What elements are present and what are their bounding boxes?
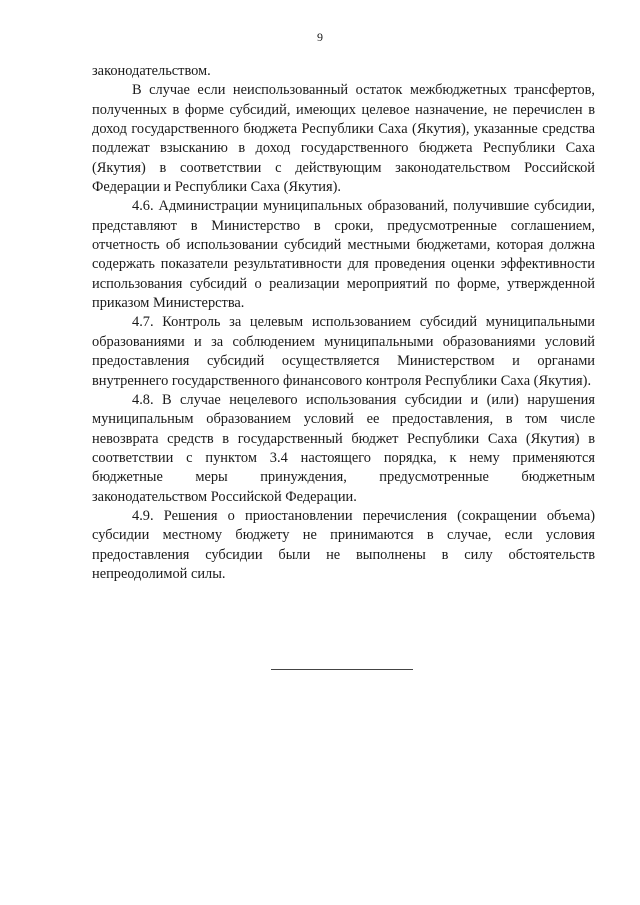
document-body: [92, 62, 595, 584]
page-number: 9: [317, 30, 323, 44]
paragraph-unused-balance: В случае если неиспользованный остаток межбюджетных трансфертов, полученных в форме субсидий, имеющих целевое назначение, не перечислен в доход государственного бюджета Республики Саха (Якутия), указанные средства подлежат взысканию в доход государственного бюджета Республики Саха (Якутия) в соответствии с действующим законодательством Российской Федерации и Республики Саха (Якутия).: [92, 82, 595, 196]
paragraph-continuation: законодательством.: [92, 63, 211, 79]
paragraph-4-9: 4.9. Решения о приостановлении перечисления (сокращении объема) субсидии местному бюджету не принимаются в случае, если условия предоставления субсидии были не выполнены в силу обстоятельств непреодолимой силы.: [92, 507, 595, 582]
end-divider-line: [271, 669, 413, 670]
paragraph-4-8: 4.8. В случае нецелевого использования субсидии и (или) нарушения муниципальным образованием условий ее предоставления, в том числе невозврата средств в государственный бюджет Республики Саха (Якутия) в соответствии с пунктом 3.4 настоящего порядка, к нему применяются бюджетные меры принуждения, предусмотренные бюджетным законодательством Российской Федерации.: [92, 391, 595, 505]
paragraph-4-6: 4.6. Администрации муниципальных образований, получившие субсидии, представляют в Министерство в сроки, предусмотренные соглашением, отчетность об использовании субсидий местными бюджетами, которая должна содержать показатели результативности для проведения оценки эффективности использования субсидий о реализации мероприятий по форме, утвержденной приказом Министерства.: [92, 198, 595, 312]
paragraph-4-7: 4.7. Контроль за целевым использованием субсидий муниципальными образованиями и за соблюдением муниципальными образованиями условий предоставления субсидий осуществляется Министерством и органами внутреннего государственного финансового контроля Республики Саха (Якутия).: [92, 314, 595, 389]
